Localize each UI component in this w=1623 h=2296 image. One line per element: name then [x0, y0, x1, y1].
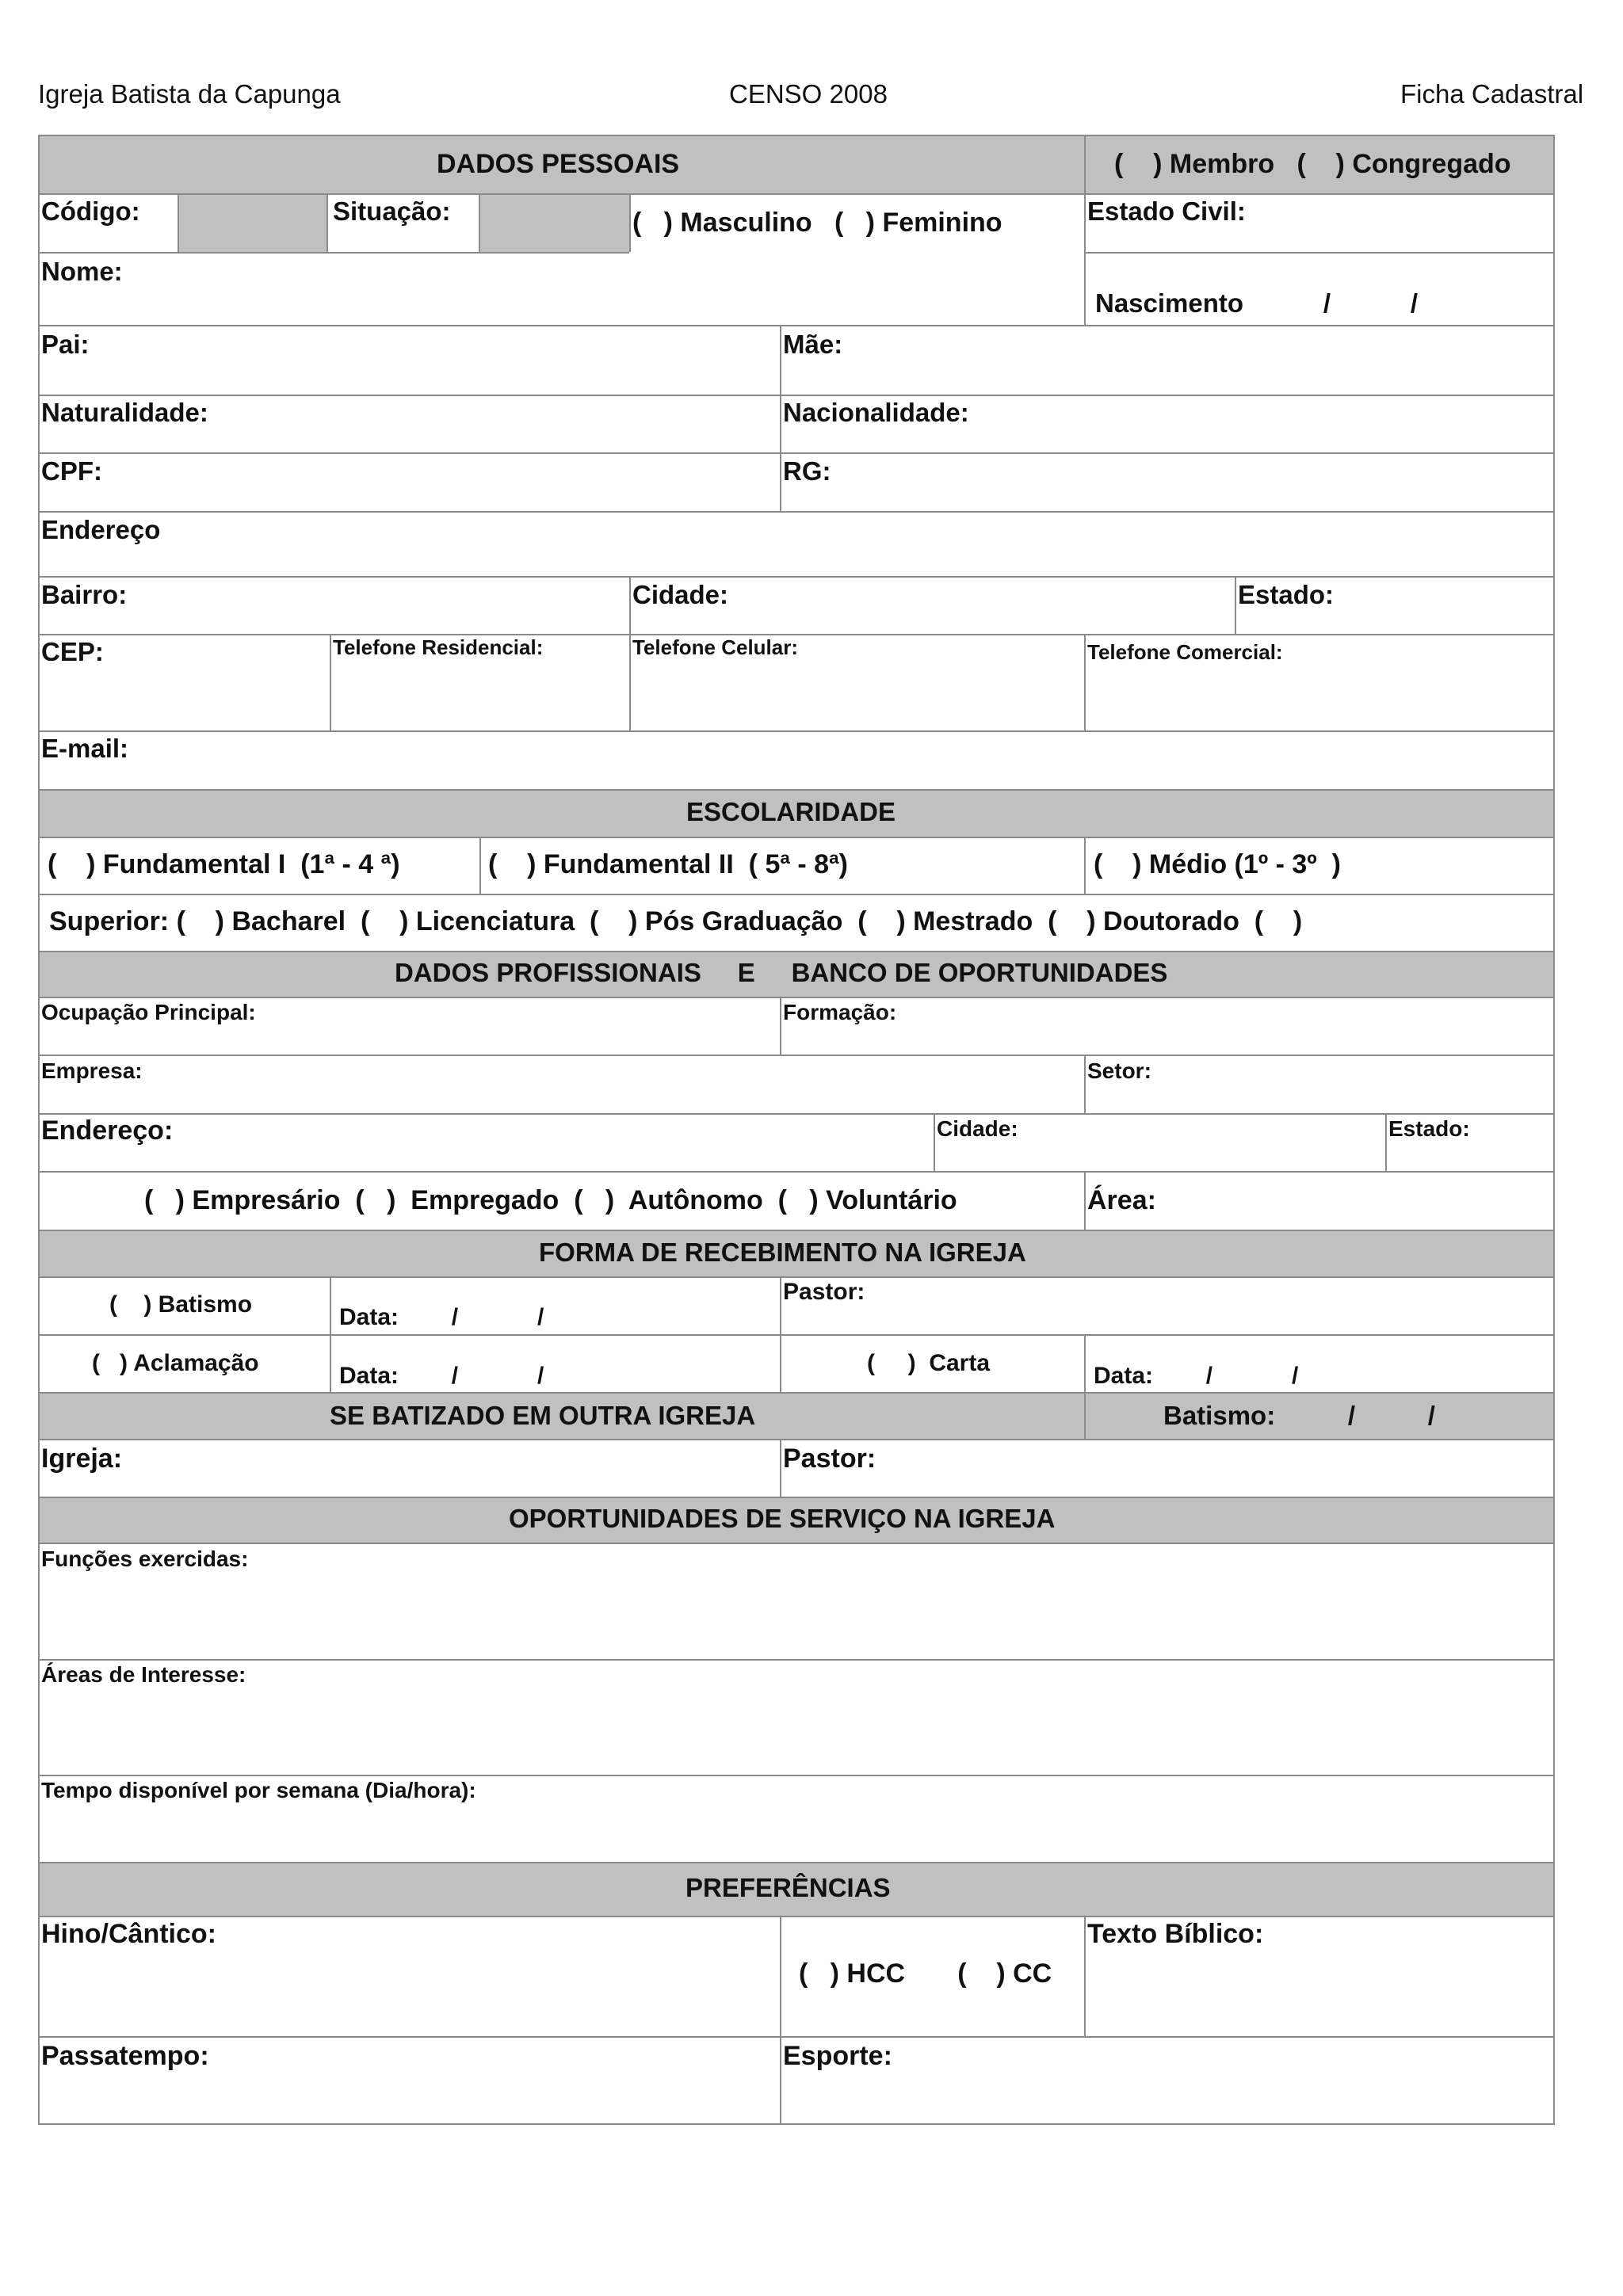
areas-interesse-field[interactable]: Áreas de Interesse:: [41, 1662, 246, 1687]
registration-form: [38, 135, 1555, 2125]
recebimento-title: FORMA DE RECEBIMENTO NA IGREJA: [539, 1238, 1026, 1267]
rg-field[interactable]: RG:: [783, 456, 831, 486]
hcc-cc-checkboxes[interactable]: ( ) HCC ( ) CC: [799, 1958, 1052, 1989]
fundamental-2-checkbox[interactable]: ( ) Fundamental II ( 5ª - 8ª): [488, 849, 848, 879]
superior-checkboxes[interactable]: Superior: ( ) Bacharel ( ) Licenciatura ( ) Pós Graduação ( ) Mestrado ( ) Doutorado ( ): [49, 906, 1303, 936]
empresa-field[interactable]: Empresa:: [41, 1058, 143, 1083]
nome-field[interactable]: Nome:: [41, 257, 123, 286]
pastor-outra-igreja-field[interactable]: Pastor:: [783, 1444, 876, 1474]
dados-pessoais-title: DADOS PESSOAIS: [437, 149, 680, 179]
nacionalidade-field[interactable]: Nacionalidade:: [783, 398, 969, 427]
situacao-label: Situação:: [333, 196, 451, 226]
setor-field[interactable]: Setor:: [1087, 1058, 1151, 1083]
membro-congregado-checkboxes[interactable]: ( ) Membro ( ) Congregado: [1114, 149, 1511, 179]
batismo-checkbox[interactable]: ( ) Batismo: [109, 1291, 253, 1318]
funcoes-field[interactable]: Funções exercidas:: [41, 1547, 249, 1571]
igreja-field[interactable]: Igreja:: [41, 1444, 123, 1474]
estado-field[interactable]: Estado:: [1238, 580, 1335, 609]
telefone-celular-field[interactable]: Telefone Celular:: [632, 635, 799, 659]
cidade-profissional-field[interactable]: Cidade:: [937, 1116, 1018, 1141]
email-field[interactable]: E-mail:: [41, 734, 129, 763]
form-outer-border: [38, 135, 1555, 2125]
telefone-comercial-field[interactable]: Telefone Comercial:: [1087, 640, 1283, 664]
estado-civil-field[interactable]: Estado Civil:: [1087, 196, 1246, 226]
texto-biblico-field[interactable]: Texto Bíblico:: [1087, 1919, 1264, 1949]
aclamacao-checkbox[interactable]: ( ) Aclamação: [92, 1350, 259, 1376]
aclamacao-data-field[interactable]: Data: / /: [339, 1363, 544, 1389]
fundamental-1-checkbox[interactable]: ( ) Fundamental I (1ª - 4 ª): [48, 849, 400, 879]
naturalidade-field[interactable]: Naturalidade:: [41, 398, 208, 427]
preferencias-title: PREFERÊNCIAS: [685, 1873, 891, 1902]
sexo-checkboxes[interactable]: ( ) Masculino ( ) Feminino: [632, 208, 1002, 238]
bairro-field[interactable]: Bairro:: [41, 580, 128, 609]
escolaridade-title: ESCOLARIDADE: [686, 797, 896, 826]
pai-field[interactable]: Pai:: [41, 330, 90, 359]
pastor-recebimento-field[interactable]: Pastor:: [783, 1279, 865, 1305]
ocupacao-field[interactable]: Ocupação Principal:: [41, 1000, 256, 1024]
cidade-field[interactable]: Cidade:: [632, 580, 729, 609]
codigo-label: Código:: [41, 196, 140, 226]
batismo-data-field[interactable]: Data: / /: [339, 1304, 544, 1330]
mae-field[interactable]: Mãe:: [783, 330, 843, 359]
area-field[interactable]: Área:: [1087, 1185, 1156, 1215]
estado-profissional-field[interactable]: Estado:: [1388, 1116, 1470, 1141]
esporte-field[interactable]: Esporte:: [783, 2041, 892, 2071]
hino-field[interactable]: Hino/Cântico:: [41, 1919, 216, 1949]
nascimento-field[interactable]: Nascimento / /: [1095, 288, 1419, 318]
batismo-date-field[interactable]: Batismo: / /: [1163, 1401, 1435, 1430]
endereco-profissional-field[interactable]: Endereço:: [41, 1116, 174, 1146]
profissionais-title: DADOS PROFISSIONAIS E BANCO DE OPORTUNIDADES: [395, 958, 1168, 987]
servico-title: OPORTUNIDADES DE SERVIÇO NA IGREJA: [509, 1504, 1056, 1533]
cpf-field[interactable]: CPF:: [41, 456, 102, 486]
org-name: Igreja Batista da Capunga: [38, 79, 341, 109]
medio-checkbox[interactable]: ( ) Médio (1º - 3º ): [1094, 849, 1341, 879]
form-type: Ficha Cadastral: [1400, 79, 1584, 109]
vinculo-checkboxes[interactable]: ( ) Empresário ( ) Empregado ( ) Autônomo ( ) Voluntário: [144, 1185, 957, 1215]
formacao-field[interactable]: Formação:: [783, 1000, 897, 1024]
telefone-residencial-field[interactable]: Telefone Residencial:: [333, 635, 544, 659]
carta-data-field[interactable]: Data: / /: [1094, 1363, 1299, 1389]
endereco-field[interactable]: Endereço: [41, 515, 161, 544]
passatempo-field[interactable]: Passatempo:: [41, 2041, 209, 2071]
outra-igreja-title: SE BATIZADO EM OUTRA IGREJA: [330, 1401, 756, 1430]
carta-checkbox[interactable]: ( ) Carta: [867, 1350, 991, 1376]
census-title: CENSO 2008: [729, 79, 888, 109]
tempo-disponivel-field[interactable]: Tempo disponível por semana (Dia/hora):: [41, 1778, 476, 1802]
cep-field[interactable]: CEP:: [41, 637, 104, 666]
